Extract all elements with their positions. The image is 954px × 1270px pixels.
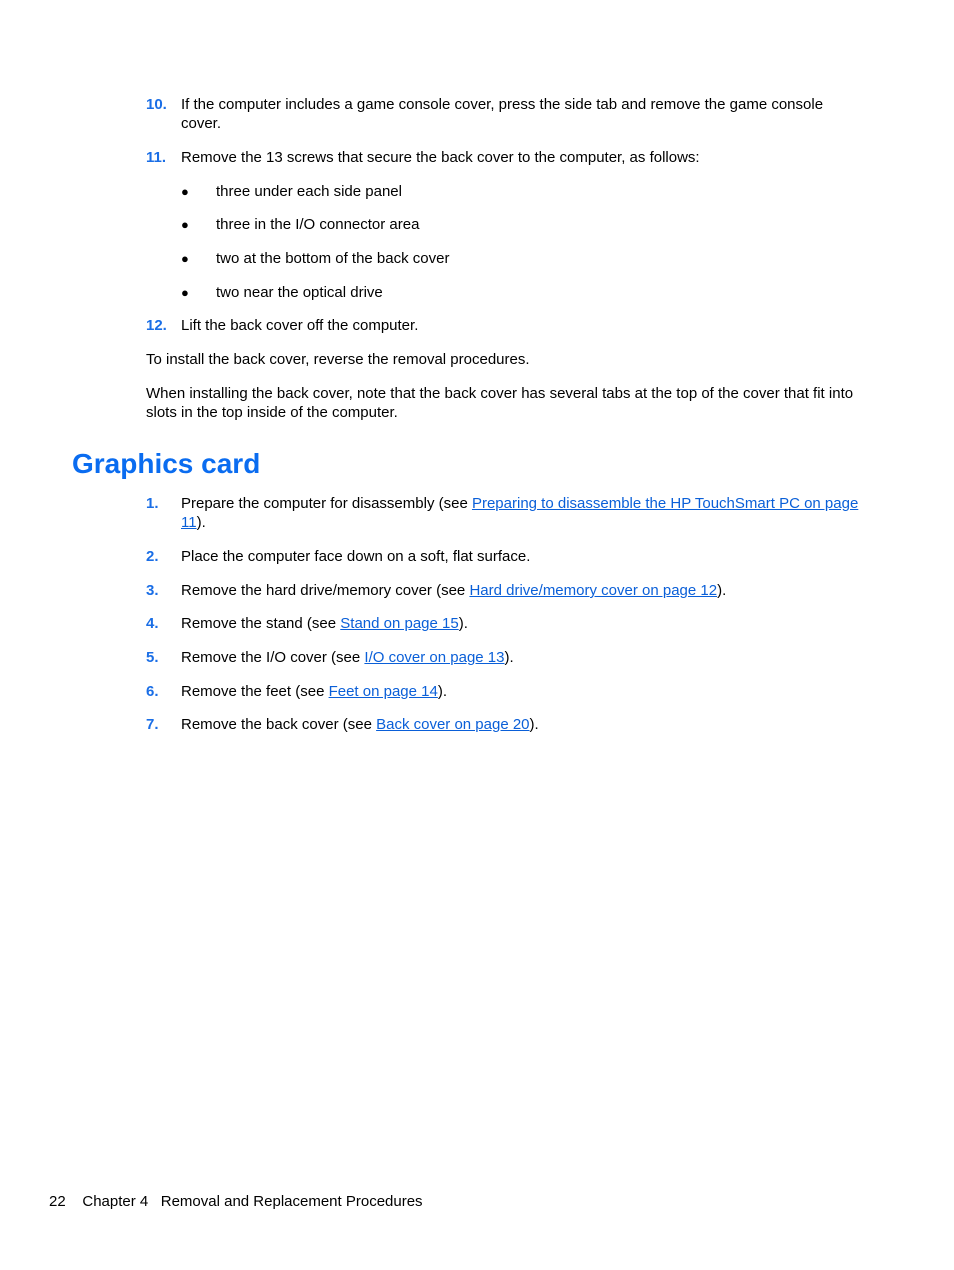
step-number: 10. bbox=[146, 96, 167, 113]
step-text-post: ). bbox=[504, 649, 514, 666]
step-number: 7. bbox=[146, 716, 159, 733]
step-text bbox=[181, 648, 866, 667]
step-text-pre: Remove the stand (see bbox=[181, 615, 341, 632]
step-text: Remove the 13 screws that secure the back cover to the computer, as follows: bbox=[181, 149, 700, 166]
step-number: 3. bbox=[146, 582, 159, 599]
step-number: 4. bbox=[146, 615, 159, 632]
install-paragraph: To install the back cover, reverse the removal procedures. bbox=[146, 351, 530, 368]
step-number: 6. bbox=[146, 683, 159, 700]
step-number: 2. bbox=[146, 548, 159, 565]
gc-step-6 bbox=[146, 682, 866, 701]
step-text-post: ). bbox=[458, 615, 468, 632]
tabs-paragraph: When installing the back cover, note that the back cover has several tabs at the top of the cover that fit into slots in the top inside of the computer. bbox=[146, 385, 854, 421]
step-text: If the computer includes a game console cover, press the side tab and remove the game console cover. bbox=[181, 96, 824, 132]
cross-reference-link[interactable]: Hard drive/memory cover on page 12 bbox=[469, 582, 718, 599]
step-text-post: ). bbox=[196, 514, 206, 531]
section-heading: Graphics card bbox=[72, 448, 261, 479]
page-number: 22 bbox=[49, 1193, 66, 1210]
cross-reference-link[interactable]: Stand on page 15 bbox=[340, 615, 459, 632]
step-number: 5. bbox=[146, 649, 159, 666]
step-number: 1. bbox=[146, 495, 159, 512]
step-text-post: ). bbox=[529, 716, 539, 733]
bullet-icon: ● bbox=[181, 184, 189, 199]
gc-step-7 bbox=[146, 715, 866, 734]
step-text-pre: Remove the I/O cover (see bbox=[181, 649, 365, 666]
bullet-text: three in the I/O connector area bbox=[216, 216, 420, 233]
cross-reference-link[interactable]: I/O cover on page 13 bbox=[364, 649, 505, 666]
step-text bbox=[181, 715, 866, 734]
step-12 bbox=[146, 316, 866, 335]
step-text-post: ). bbox=[717, 582, 727, 599]
step-text bbox=[181, 494, 866, 532]
gc-step-3 bbox=[146, 581, 866, 600]
gc-step-4 bbox=[146, 614, 866, 633]
cross-reference-link[interactable]: Feet on page 14 bbox=[328, 683, 438, 700]
step-text bbox=[181, 682, 866, 701]
page-footer bbox=[49, 1192, 423, 1211]
bullet-item bbox=[181, 182, 402, 201]
step-text bbox=[181, 614, 866, 633]
step-text: Lift the back cover off the computer. bbox=[181, 317, 419, 334]
bullet-text: three under each side panel bbox=[216, 183, 402, 200]
step-text bbox=[181, 581, 866, 600]
gc-step-1 bbox=[146, 494, 866, 532]
bullet-text: two at the bottom of the back cover bbox=[216, 250, 450, 267]
bullet-icon: ● bbox=[181, 285, 189, 300]
bullet-item bbox=[181, 215, 419, 234]
step-text-pre: Remove the back cover (see bbox=[181, 716, 377, 733]
step-text-pre: Remove the hard drive/memory cover (see bbox=[181, 582, 470, 599]
cross-reference-link[interactable]: Back cover on page 20 bbox=[376, 716, 530, 733]
step-number: 11. bbox=[146, 149, 167, 166]
step-number: 12. bbox=[146, 317, 167, 334]
gc-step-5 bbox=[146, 648, 866, 667]
bullet-text: two near the optical drive bbox=[216, 284, 383, 301]
chapter-title: Removal and Replacement Procedures bbox=[160, 1193, 423, 1210]
bullet-item bbox=[181, 283, 383, 302]
bullet-item bbox=[181, 249, 449, 268]
bullet-icon: ● bbox=[181, 251, 189, 266]
chapter-label: Chapter 4 bbox=[82, 1193, 149, 1210]
gc-step-2 bbox=[146, 547, 866, 566]
step-11 bbox=[146, 148, 866, 167]
step-text: Place the computer face down on a soft, flat surface. bbox=[181, 548, 531, 565]
step-10 bbox=[146, 95, 866, 133]
step-text-post: ). bbox=[437, 683, 448, 700]
cross-reference-link[interactable]: Preparing to disassemble the HP TouchSmart PC on page 11 bbox=[181, 495, 859, 531]
bullet-icon: ● bbox=[181, 217, 189, 232]
step-text-pre: Remove the feet (see bbox=[181, 683, 329, 700]
step-text-pre: Prepare the computer for disassembly (see bbox=[181, 495, 472, 512]
